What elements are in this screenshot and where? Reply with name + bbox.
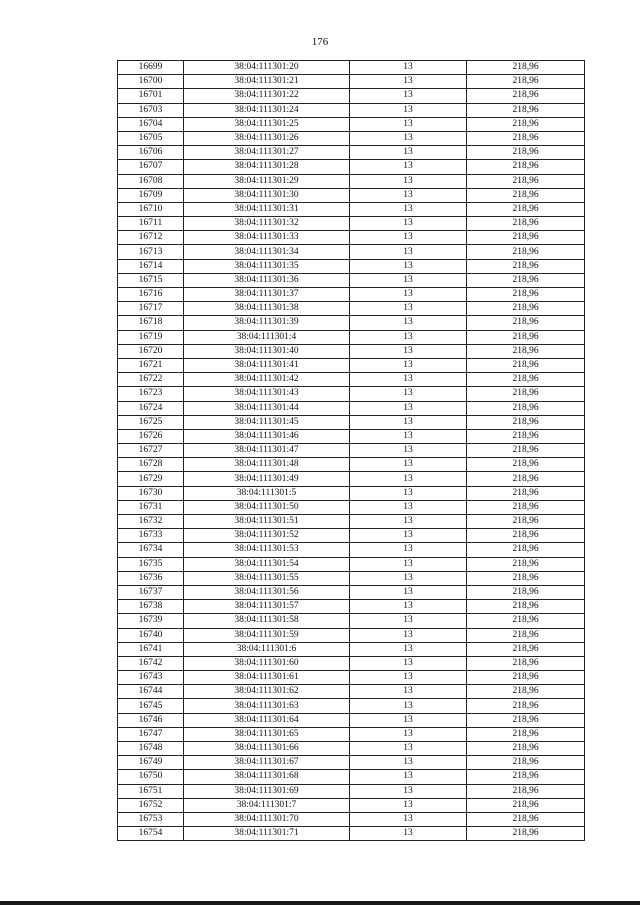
- cadastral-number-cell: 38:04:111301:33: [184, 231, 350, 245]
- row-number-cell: 16717: [118, 302, 184, 316]
- cadastral-number-cell: 38:04:111301:62: [184, 685, 350, 699]
- cadastral-number-cell: 38:04:111301:41: [184, 358, 350, 372]
- amount-cell: 218,96: [467, 174, 585, 188]
- area-code-cell: 13: [350, 160, 467, 174]
- amount-cell: 218,96: [467, 742, 585, 756]
- table-row: [118, 685, 585, 699]
- amount-cell: 218,96: [467, 344, 585, 358]
- table-row: [118, 217, 585, 231]
- cadastral-number-cell: 38:04:111301:37: [184, 288, 350, 302]
- amount-cell: 218,96: [467, 685, 585, 699]
- row-number-cell: 16708: [118, 174, 184, 188]
- area-code-cell: 13: [350, 742, 467, 756]
- amount-cell: 218,96: [467, 727, 585, 741]
- row-number-cell: 16736: [118, 571, 184, 585]
- area-code-cell: 13: [350, 202, 467, 216]
- cadastral-number-cell: 38:04:111301:31: [184, 202, 350, 216]
- cadastral-number-cell: 38:04:111301:61: [184, 671, 350, 685]
- area-code-cell: 13: [350, 571, 467, 585]
- table-row: [118, 316, 585, 330]
- row-number-cell: 16704: [118, 117, 184, 131]
- table-row: [118, 387, 585, 401]
- area-code-cell: 13: [350, 500, 467, 514]
- area-code-cell: 13: [350, 75, 467, 89]
- page-number: 176: [311, 36, 329, 48]
- cadastral-number-cell: 38:04:111301:47: [184, 444, 350, 458]
- area-code-cell: 13: [350, 798, 467, 812]
- row-number-cell: 16727: [118, 444, 184, 458]
- row-number-cell: 16745: [118, 699, 184, 713]
- area-code-cell: 13: [350, 188, 467, 202]
- amount-cell: 218,96: [467, 713, 585, 727]
- row-number-cell: 16753: [118, 812, 184, 826]
- cadastral-number-cell: 38:04:111301:55: [184, 571, 350, 585]
- table-row: [118, 401, 585, 415]
- table-row: [118, 188, 585, 202]
- table-row: [118, 75, 585, 89]
- cadastral-number-cell: 38:04:111301:5: [184, 486, 350, 500]
- amount-cell: 218,96: [467, 61, 585, 75]
- cadastral-number-cell: 38:04:111301:27: [184, 146, 350, 160]
- amount-cell: 218,96: [467, 160, 585, 174]
- cadastral-number-cell: 38:04:111301:32: [184, 217, 350, 231]
- cadastral-number-cell: 38:04:111301:59: [184, 628, 350, 642]
- amount-cell: 218,96: [467, 330, 585, 344]
- table-row: [118, 89, 585, 103]
- area-code-cell: 13: [350, 699, 467, 713]
- row-number-cell: 16742: [118, 656, 184, 670]
- amount-cell: 218,96: [467, 373, 585, 387]
- table-row: [118, 174, 585, 188]
- table-row: [118, 202, 585, 216]
- row-number-cell: 16711: [118, 217, 184, 231]
- amount-cell: 218,96: [467, 472, 585, 486]
- area-code-cell: 13: [350, 245, 467, 259]
- scan-bottom-edge: [0, 901, 640, 905]
- row-number-cell: 16749: [118, 756, 184, 770]
- row-number-cell: 16735: [118, 557, 184, 571]
- table-row: [118, 117, 585, 131]
- amount-cell: 218,96: [467, 302, 585, 316]
- cadastral-number-cell: 38:04:111301:50: [184, 500, 350, 514]
- table-row: [118, 742, 585, 756]
- area-code-cell: 13: [350, 557, 467, 571]
- table-row: [118, 713, 585, 727]
- cadastral-number-cell: 38:04:111301:49: [184, 472, 350, 486]
- area-code-cell: 13: [350, 656, 467, 670]
- row-number-cell: 16724: [118, 401, 184, 415]
- cadastral-number-cell: 38:04:111301:35: [184, 259, 350, 273]
- cadastral-number-cell: 38:04:111301:29: [184, 174, 350, 188]
- amount-cell: 218,96: [467, 217, 585, 231]
- area-code-cell: 13: [350, 642, 467, 656]
- area-code-cell: 13: [350, 302, 467, 316]
- amount-cell: 218,96: [467, 444, 585, 458]
- area-code-cell: 13: [350, 146, 467, 160]
- row-number-cell: 16714: [118, 259, 184, 273]
- amount-cell: 218,96: [467, 671, 585, 685]
- table-row: [118, 727, 585, 741]
- cadastral-number-cell: 38:04:111301:46: [184, 429, 350, 443]
- area-code-cell: 13: [350, 103, 467, 117]
- amount-cell: 218,96: [467, 429, 585, 443]
- amount-cell: 218,96: [467, 245, 585, 259]
- row-number-cell: 16729: [118, 472, 184, 486]
- row-number-cell: 16740: [118, 628, 184, 642]
- registry-table: [117, 60, 585, 841]
- table-row: [118, 103, 585, 117]
- area-code-cell: 13: [350, 585, 467, 599]
- area-code-cell: 13: [350, 614, 467, 628]
- amount-cell: 218,96: [467, 500, 585, 514]
- table-row: [118, 699, 585, 713]
- table-row: [118, 429, 585, 443]
- amount-cell: 218,96: [467, 827, 585, 841]
- cadastral-number-cell: 38:04:111301:51: [184, 515, 350, 529]
- row-number-cell: 16703: [118, 103, 184, 117]
- row-number-cell: 16716: [118, 288, 184, 302]
- row-number-cell: 16750: [118, 770, 184, 784]
- amount-cell: 218,96: [467, 415, 585, 429]
- row-number-cell: 16705: [118, 131, 184, 145]
- cadastral-number-cell: 38:04:111301:26: [184, 131, 350, 145]
- cadastral-number-cell: 38:04:111301:6: [184, 642, 350, 656]
- table-row: [118, 770, 585, 784]
- cadastral-number-cell: 38:04:111301:67: [184, 756, 350, 770]
- table-row: [118, 330, 585, 344]
- row-number-cell: 16733: [118, 529, 184, 543]
- area-code-cell: 13: [350, 117, 467, 131]
- amount-cell: 218,96: [467, 358, 585, 372]
- table-row: [118, 614, 585, 628]
- area-code-cell: 13: [350, 756, 467, 770]
- area-code-cell: 13: [350, 231, 467, 245]
- row-number-cell: 16744: [118, 685, 184, 699]
- row-number-cell: 16743: [118, 671, 184, 685]
- amount-cell: 218,96: [467, 188, 585, 202]
- amount-cell: 218,96: [467, 614, 585, 628]
- cadastral-number-cell: 38:04:111301:68: [184, 770, 350, 784]
- cadastral-number-cell: 38:04:111301:40: [184, 344, 350, 358]
- area-code-cell: 13: [350, 827, 467, 841]
- area-code-cell: 13: [350, 444, 467, 458]
- amount-cell: 218,96: [467, 401, 585, 415]
- table-row: [118, 500, 585, 514]
- area-code-cell: 13: [350, 217, 467, 231]
- row-number-cell: 16738: [118, 600, 184, 614]
- area-code-cell: 13: [350, 770, 467, 784]
- area-code-cell: 13: [350, 515, 467, 529]
- area-code-cell: 13: [350, 713, 467, 727]
- amount-cell: 218,96: [467, 557, 585, 571]
- cadastral-number-cell: 38:04:111301:53: [184, 543, 350, 557]
- table-row: [118, 146, 585, 160]
- amount-cell: 218,96: [467, 146, 585, 160]
- row-number-cell: 16737: [118, 585, 184, 599]
- cadastral-number-cell: 38:04:111301:45: [184, 415, 350, 429]
- table-row: [118, 444, 585, 458]
- row-number-cell: 16748: [118, 742, 184, 756]
- table-row: [118, 160, 585, 174]
- table-row: [118, 486, 585, 500]
- table-row: [118, 273, 585, 287]
- amount-cell: 218,96: [467, 515, 585, 529]
- table-row: [118, 373, 585, 387]
- amount-cell: 218,96: [467, 89, 585, 103]
- amount-cell: 218,96: [467, 656, 585, 670]
- row-number-cell: 16722: [118, 373, 184, 387]
- table-row: [118, 784, 585, 798]
- row-number-cell: 16728: [118, 458, 184, 472]
- area-code-cell: 13: [350, 543, 467, 557]
- amount-cell: 218,96: [467, 458, 585, 472]
- cadastral-number-cell: 38:04:111301:44: [184, 401, 350, 415]
- amount-cell: 218,96: [467, 798, 585, 812]
- amount-cell: 218,96: [467, 387, 585, 401]
- amount-cell: 218,96: [467, 259, 585, 273]
- amount-cell: 218,96: [467, 202, 585, 216]
- cadastral-number-cell: 38:04:111301:39: [184, 316, 350, 330]
- cadastral-number-cell: 38:04:111301:22: [184, 89, 350, 103]
- row-number-cell: 16710: [118, 202, 184, 216]
- row-number-cell: 16752: [118, 798, 184, 812]
- area-code-cell: 13: [350, 529, 467, 543]
- cadastral-number-cell: 38:04:111301:54: [184, 557, 350, 571]
- cadastral-number-cell: 38:04:111301:34: [184, 245, 350, 259]
- cadastral-number-cell: 38:04:111301:57: [184, 600, 350, 614]
- amount-cell: 218,96: [467, 699, 585, 713]
- table-row: [118, 656, 585, 670]
- area-code-cell: 13: [350, 89, 467, 103]
- amount-cell: 218,96: [467, 273, 585, 287]
- area-code-cell: 13: [350, 415, 467, 429]
- row-number-cell: 16701: [118, 89, 184, 103]
- area-code-cell: 13: [350, 812, 467, 826]
- table-row: [118, 131, 585, 145]
- table-row: [118, 231, 585, 245]
- amount-cell: 218,96: [467, 529, 585, 543]
- area-code-cell: 13: [350, 288, 467, 302]
- area-code-cell: 13: [350, 61, 467, 75]
- row-number-cell: 16730: [118, 486, 184, 500]
- area-code-cell: 13: [350, 259, 467, 273]
- area-code-cell: 13: [350, 344, 467, 358]
- row-number-cell: 16726: [118, 429, 184, 443]
- cadastral-number-cell: 38:04:111301:24: [184, 103, 350, 117]
- amount-cell: 218,96: [467, 103, 585, 117]
- row-number-cell: 16725: [118, 415, 184, 429]
- area-code-cell: 13: [350, 316, 467, 330]
- cadastral-number-cell: 38:04:111301:56: [184, 585, 350, 599]
- area-code-cell: 13: [350, 486, 467, 500]
- row-number-cell: 16713: [118, 245, 184, 259]
- area-code-cell: 13: [350, 429, 467, 443]
- cadastral-number-cell: 38:04:111301:66: [184, 742, 350, 756]
- amount-cell: 218,96: [467, 812, 585, 826]
- table-row: [118, 415, 585, 429]
- row-number-cell: 16718: [118, 316, 184, 330]
- amount-cell: 218,96: [467, 628, 585, 642]
- cadastral-number-cell: 38:04:111301:4: [184, 330, 350, 344]
- table-row: [118, 671, 585, 685]
- cadastral-number-cell: 38:04:111301:36: [184, 273, 350, 287]
- area-code-cell: 13: [350, 671, 467, 685]
- area-code-cell: 13: [350, 131, 467, 145]
- table-row: [118, 798, 585, 812]
- cadastral-number-cell: 38:04:111301:25: [184, 117, 350, 131]
- row-number-cell: 16754: [118, 827, 184, 841]
- table-row: [118, 358, 585, 372]
- area-code-cell: 13: [350, 387, 467, 401]
- amount-cell: 218,96: [467, 231, 585, 245]
- amount-cell: 218,96: [467, 75, 585, 89]
- area-code-cell: 13: [350, 472, 467, 486]
- amount-cell: 218,96: [467, 486, 585, 500]
- table-row: [118, 515, 585, 529]
- table-row: [118, 458, 585, 472]
- amount-cell: 218,96: [467, 642, 585, 656]
- area-code-cell: 13: [350, 458, 467, 472]
- table-row: [118, 302, 585, 316]
- cadastral-number-cell: 38:04:111301:60: [184, 656, 350, 670]
- table-row: [118, 628, 585, 642]
- table-row: [118, 585, 585, 599]
- cadastral-number-cell: 38:04:111301:30: [184, 188, 350, 202]
- registry-table-body: [118, 61, 585, 841]
- table-row: [118, 827, 585, 841]
- row-number-cell: 16700: [118, 75, 184, 89]
- amount-cell: 218,96: [467, 288, 585, 302]
- cadastral-number-cell: 38:04:111301:7: [184, 798, 350, 812]
- cadastral-number-cell: 38:04:111301:70: [184, 812, 350, 826]
- area-code-cell: 13: [350, 373, 467, 387]
- table-row: [118, 529, 585, 543]
- area-code-cell: 13: [350, 401, 467, 415]
- table-row: [118, 61, 585, 75]
- amount-cell: 218,96: [467, 585, 585, 599]
- table-row: [118, 543, 585, 557]
- table-row: [118, 472, 585, 486]
- row-number-cell: 16732: [118, 515, 184, 529]
- row-number-cell: 16707: [118, 160, 184, 174]
- cadastral-number-cell: 38:04:111301:58: [184, 614, 350, 628]
- table-row: [118, 571, 585, 585]
- row-number-cell: 16719: [118, 330, 184, 344]
- row-number-cell: 16751: [118, 784, 184, 798]
- table-row: [118, 259, 585, 273]
- row-number-cell: 16739: [118, 614, 184, 628]
- area-code-cell: 13: [350, 174, 467, 188]
- amount-cell: 218,96: [467, 756, 585, 770]
- amount-cell: 218,96: [467, 600, 585, 614]
- row-number-cell: 16706: [118, 146, 184, 160]
- area-code-cell: 13: [350, 628, 467, 642]
- area-code-cell: 13: [350, 358, 467, 372]
- cadastral-number-cell: 38:04:111301:71: [184, 827, 350, 841]
- amount-cell: 218,96: [467, 571, 585, 585]
- cadastral-number-cell: 38:04:111301:38: [184, 302, 350, 316]
- row-number-cell: 16746: [118, 713, 184, 727]
- row-number-cell: 16720: [118, 344, 184, 358]
- cadastral-number-cell: 38:04:111301:21: [184, 75, 350, 89]
- amount-cell: 218,96: [467, 784, 585, 798]
- row-number-cell: 16747: [118, 727, 184, 741]
- amount-cell: 218,96: [467, 543, 585, 557]
- cadastral-number-cell: 38:04:111301:28: [184, 160, 350, 174]
- row-number-cell: 16723: [118, 387, 184, 401]
- cadastral-number-cell: 38:04:111301:63: [184, 699, 350, 713]
- table-row: [118, 288, 585, 302]
- row-number-cell: 16731: [118, 500, 184, 514]
- row-number-cell: 16734: [118, 543, 184, 557]
- row-number-cell: 16699: [118, 61, 184, 75]
- cadastral-number-cell: 38:04:111301:43: [184, 387, 350, 401]
- row-number-cell: 16721: [118, 358, 184, 372]
- amount-cell: 218,96: [467, 770, 585, 784]
- area-code-cell: 13: [350, 330, 467, 344]
- cadastral-number-cell: 38:04:111301:48: [184, 458, 350, 472]
- amount-cell: 218,96: [467, 117, 585, 131]
- row-number-cell: 16715: [118, 273, 184, 287]
- row-number-cell: 16712: [118, 231, 184, 245]
- table-row: [118, 642, 585, 656]
- table-row: [118, 600, 585, 614]
- table-row: [118, 756, 585, 770]
- cadastral-number-cell: 38:04:111301:20: [184, 61, 350, 75]
- row-number-cell: 16741: [118, 642, 184, 656]
- cadastral-number-cell: 38:04:111301:65: [184, 727, 350, 741]
- row-number-cell: 16709: [118, 188, 184, 202]
- table-row: [118, 245, 585, 259]
- table-row: [118, 344, 585, 358]
- area-code-cell: 13: [350, 727, 467, 741]
- area-code-cell: 13: [350, 273, 467, 287]
- cadastral-number-cell: 38:04:111301:69: [184, 784, 350, 798]
- cadastral-number-cell: 38:04:111301:64: [184, 713, 350, 727]
- area-code-cell: 13: [350, 784, 467, 798]
- table-row: [118, 557, 585, 571]
- amount-cell: 218,96: [467, 131, 585, 145]
- area-code-cell: 13: [350, 600, 467, 614]
- area-code-cell: 13: [350, 685, 467, 699]
- amount-cell: 218,96: [467, 316, 585, 330]
- cadastral-number-cell: 38:04:111301:42: [184, 373, 350, 387]
- cadastral-number-cell: 38:04:111301:52: [184, 529, 350, 543]
- table-row: [118, 812, 585, 826]
